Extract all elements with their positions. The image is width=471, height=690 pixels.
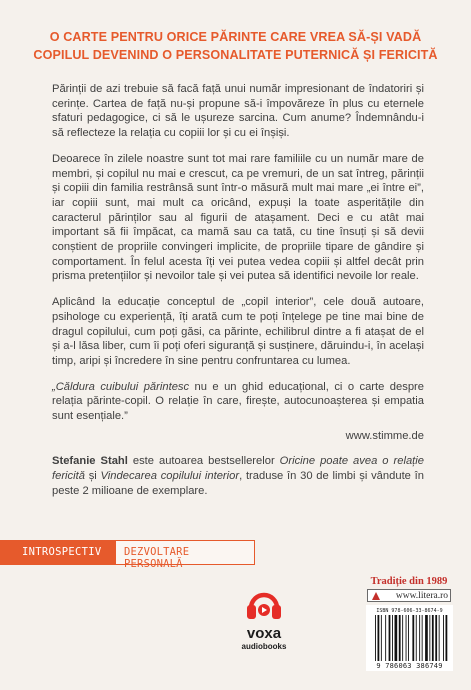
barcode-bar xyxy=(406,615,407,661)
series-tag-label: INTROSPECTIV xyxy=(22,546,102,558)
litera-badge xyxy=(363,576,455,602)
barcode-bar xyxy=(443,615,444,661)
litera-website: www.litera.ro xyxy=(395,591,448,601)
publisher-sub: audiobooks xyxy=(241,642,287,651)
barcode-bar xyxy=(392,615,393,661)
bio-text: și xyxy=(84,470,101,483)
bio-book-1: Oricine poate avea o relație fericită xyxy=(52,455,424,483)
barcode xyxy=(366,605,453,671)
barcode-bar xyxy=(439,615,440,661)
isbn-digits: 9 786063 386749 xyxy=(376,662,443,670)
review-quote xyxy=(52,380,424,424)
isbn-label: ISBN 978-606-33-8674-9 xyxy=(376,608,443,614)
blurb-paragraph: Părinții de azi trebuie să facă față unui număr impresionant de îndatoriri și cerințe. Cartea de față nu-și propune să-i împovăreze în plus cu eternele sfaturi pedagogice, ci să le ușureze sarcina. Cum anume? Îndemnându-i să reflecteze la relația cu copiii lor și cu ei înșiși. xyxy=(52,83,424,140)
barcode-bar xyxy=(378,615,380,661)
quote-text: nu e un ghid educațional, ci o carte despre relația părinte-copil. O relație în care, firește, autocunoașterea și empatia sunt esențiale.” xyxy=(52,380,424,423)
barcode-bar xyxy=(395,615,398,661)
category-tag xyxy=(115,540,255,570)
quote-book-title: „Căldura cuibului părintesc xyxy=(52,380,190,393)
series-tag xyxy=(0,540,115,565)
blurb-body xyxy=(52,82,424,510)
blurb-paragraph: Aplicând la educație conceptul de „copil interior”, cele două autoare, psihologe cu experiență, îți arată cum te poți înțelege pe tine mai bine de dragul copilului, cum poți găsi, ca părinte, echilibrul dintre a fi atașat de el și a-l lăsa liber, cum îi poți oferi siguranță și susținere, dăruindu-i, în același timp, aripi și încredere în sine pentru confruntarea cu lumea. xyxy=(52,296,424,367)
tag-bar xyxy=(0,540,255,570)
barcode-bar xyxy=(422,615,423,661)
bio-text: este autoarea bestsellerelor xyxy=(127,455,280,468)
category-tag-label: DEZVOLTARE PERSONALĂ xyxy=(124,546,190,570)
barcode-bar xyxy=(402,615,403,661)
barcode-bar xyxy=(419,615,420,661)
barcode-bar xyxy=(446,615,448,661)
barcode-bar xyxy=(385,615,386,661)
bio-text: , traduse în 30 de limbi și vândute în peste 2 milioane de exemplare. xyxy=(52,470,424,497)
barcode-bar xyxy=(408,615,409,661)
headline-line-1: O CARTE PENTRU ORICE PĂRINTE CARE VREA SĂ-ȘI VADĂ xyxy=(49,30,422,44)
barcode-bar xyxy=(399,615,401,661)
barcode-bar xyxy=(416,615,417,661)
litera-website-box xyxy=(367,589,451,602)
headphones-icon xyxy=(246,588,282,620)
barcode-bar xyxy=(381,615,382,661)
headline-line-2: COPILUL DEVENIND O PERSONALITATE PUTERNICĂ ȘI FERICITĂ xyxy=(33,48,438,62)
blurb-paragraph: Deoarece în zilele noastre sunt tot mai rare familiile cu un număr mare de membri, și copilul nu mai e crescut, ca pe vremuri, de un sat întreg, părinții și copiii din familia restrânsă sunt într-o măsură mult mai mare „ei între ei”, iar copiii sunt, mai mult ca oricând, expuși la toate asperitățile din caracterul părinților sau al figurii de atașament. Deci e cu atât mai important să fii împăcat, ca mamă sau ca tată, cu tine însuți și să devii conștient de propriile convingeri implicite, de propriile tipare de gândire și comportament. În felul acesta îți vei putea vedea copiii și altfel decât prin prisma pretențiilor și nevoilor tale și vei putea să identifici nevoile lor reale. xyxy=(52,152,424,283)
barcode-bar xyxy=(432,615,434,661)
barcode-bar xyxy=(435,615,437,661)
barcode-bar xyxy=(425,615,428,661)
barcode-bar xyxy=(389,615,391,661)
barcode-bar xyxy=(412,615,414,661)
publisher-name: voxa xyxy=(246,625,282,642)
publisher-logo xyxy=(236,588,292,651)
litera-logo-icon xyxy=(372,592,380,600)
author-bio xyxy=(52,454,424,498)
back-cover-headline xyxy=(20,28,451,64)
quote-source: www.stimme.de xyxy=(345,429,424,442)
litera-tradition: Tradiție din 1989 xyxy=(370,576,448,587)
bio-book-2: Vindecarea copilului interior xyxy=(100,470,240,483)
barcode-bar xyxy=(375,615,376,661)
barcode-bar xyxy=(429,615,430,661)
author-name: Stefanie Stahl xyxy=(52,455,128,468)
